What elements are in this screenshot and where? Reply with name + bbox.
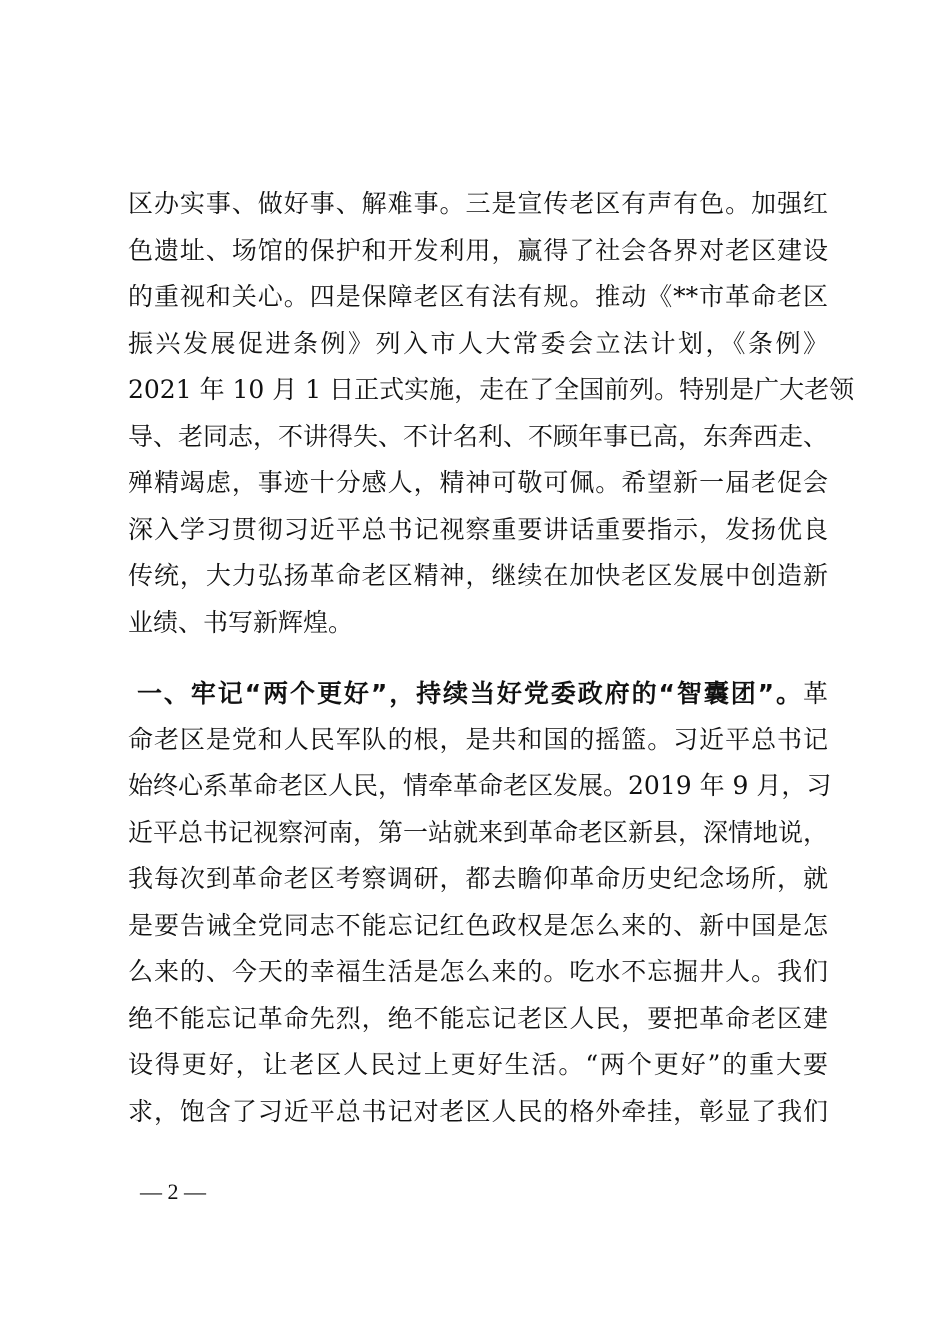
page-number: — 2 —: [140, 1179, 206, 1204]
body-text-line: 业绩、书写新辉煌。: [128, 608, 354, 637]
body-text-line: 求，饱含了习近平总书记对老区人民的格外牵挂，彰显了我们: [128, 1097, 828, 1126]
body-text-line: 2021 年 10 月 1 日正式实施，走在了全国前列。特别是广大老领: [128, 375, 855, 404]
body-text-line: 色遗址、场馆的保护和开发利用，赢得了社会各界对老区建设: [128, 236, 828, 265]
body-text-line: 绝不能忘记革命先烈，绝不能忘记老区人民，要把革命老区建: [128, 1004, 828, 1033]
body-text-line: 设得更好，让老区人民过上更好生活。“两个更好”的重大要: [128, 1050, 828, 1079]
body-text-line: 始终心系革命老区人民，情牵革命老区发展。2019 年 9 月，习: [128, 771, 832, 800]
body-text-line: 近平总书记视察河南，第一站就来到革命老区新县，深情地说，: [128, 818, 829, 847]
body-text-line: 么来的、今天的幸福生活是怎么来的。吃水不忘掘井人。我们: [128, 957, 828, 986]
section-heading-tail: 革: [802, 679, 828, 708]
body-text-line: 区办实事、做好事、解难事。三是宣传老区有声有色。加强红: [128, 189, 828, 218]
section-heading: 一、牢记“两个更好”，持续当好党委政府的“智囊团”。: [137, 679, 803, 708]
body-text-line: 殚精竭虑，事迹十分感人，精神可敬可佩。希望新一届老促会: [128, 468, 828, 497]
body-text-line: 的重视和关心。四是保障老区有法有规。推动《**市革命老区: [128, 282, 828, 311]
body-text-line: 传统，大力弘扬革命老区精神，继续在加快老区发展中创造新: [128, 561, 828, 590]
body-text-line: 命老区是党和人民军队的根，是共和国的摇篮。习近平总书记: [128, 725, 828, 754]
body-text-line: 是要告诫全党同志不能忘记红色政权是怎么来的、新中国是怎: [128, 911, 828, 940]
body-text-line: 导、老同志，不讲得失、不计名利、不顾年事已高，东奔西走、: [128, 422, 829, 451]
body-text-line: 深入学习贯彻习近平总书记视察重要讲话重要指示，发扬优良: [128, 515, 828, 544]
body-text-line: 振兴发展促进条例》列入市人大常委会立法计划，《条例》: [128, 329, 828, 358]
body-text-line: 我每次到革命老区考察调研，都去瞻仰革命历史纪念场所，就: [128, 864, 828, 893]
section-heading-line: [137, 672, 828, 716]
